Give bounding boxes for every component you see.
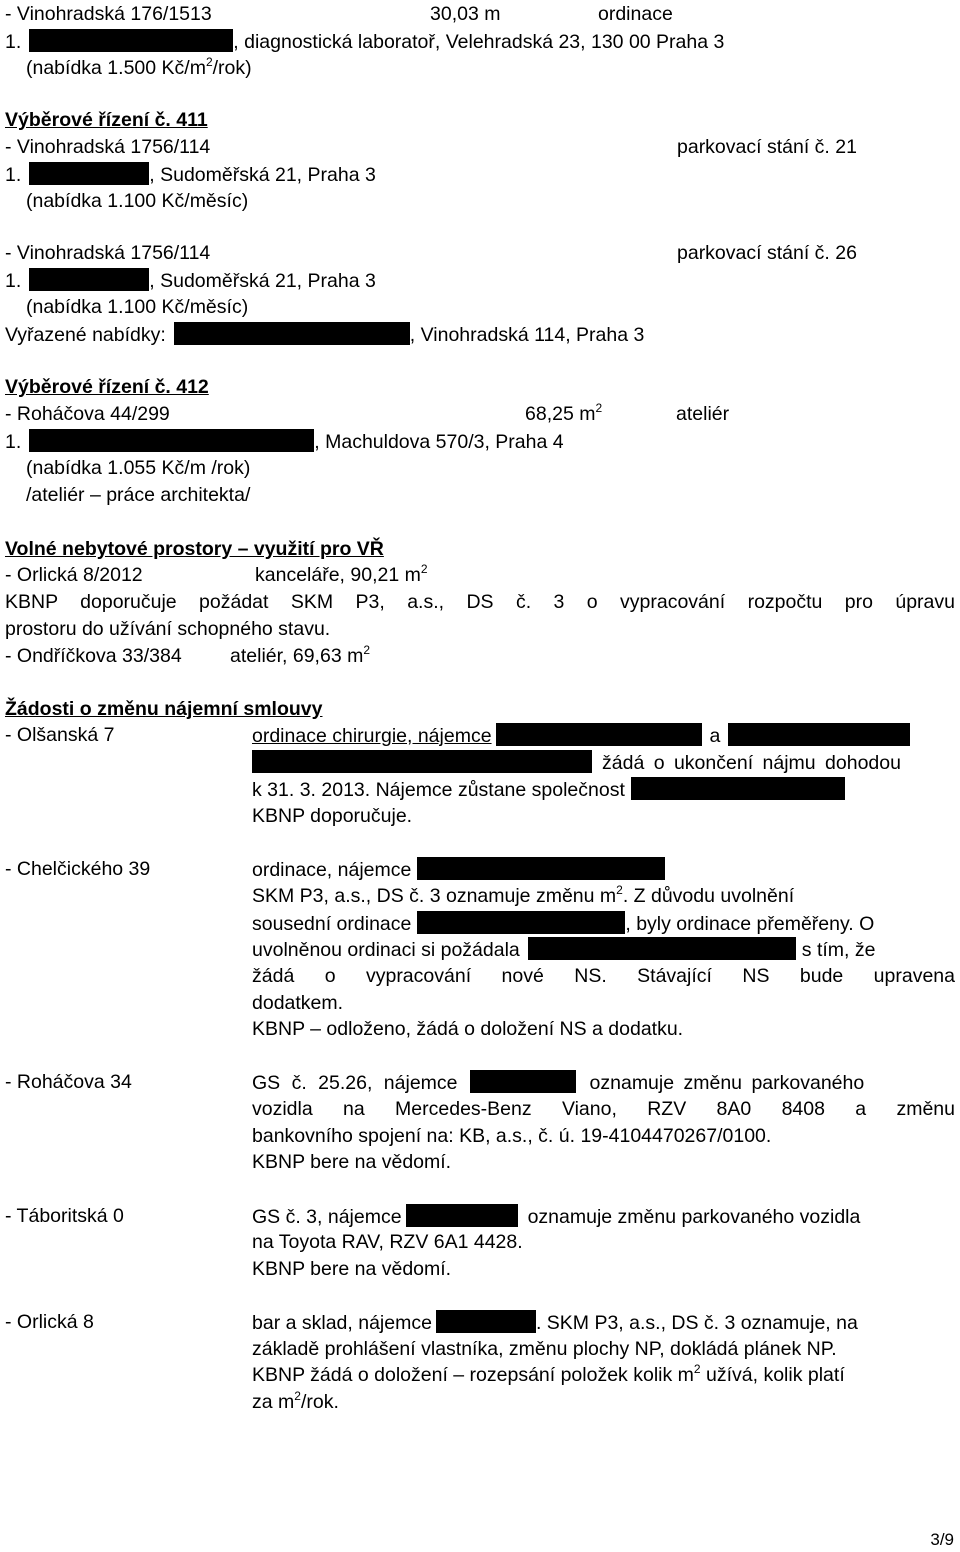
redaction-box xyxy=(436,1310,536,1333)
applicant-line: 1. , Sudoměřská 21, Praha 3 xyxy=(5,164,376,186)
request-text: dodatkem. xyxy=(252,992,344,1014)
redaction-box xyxy=(406,1204,518,1227)
redaction-box xyxy=(252,750,592,773)
request-text: bar a sklad, nájemce . SKM P3, a.s., DS č. 3 oznamuje, na xyxy=(252,1312,858,1334)
request-text: žádá o vypracování nové NS. Stávající NS bude upravena xyxy=(252,965,955,987)
request-text: uvolněnou ordinaci si požádala s tím, že xyxy=(252,939,876,961)
redaction-box xyxy=(528,937,796,960)
request-text: KBNP doporučuje. xyxy=(252,805,413,827)
section-title-vr412: Výběrové řízení č. 412 xyxy=(5,376,209,398)
listing-area: 68,25 $m^2$ xyxy=(525,401,603,425)
kbnp-recommendation: KBNP doporučuje požádat SKM P3, a.s., DS č. 3 o vypracování rozpočtu pro úpravu xyxy=(5,591,955,613)
page-number: 3/9 xyxy=(930,1530,954,1549)
request-text: ordinace chirurgie, nájemce a xyxy=(252,723,910,748)
listing-use: ateliér xyxy=(676,403,730,425)
listing-desc: ateliér, 69,63 $m^2$ xyxy=(230,643,371,667)
request-text: bankovního spojení na: KB, a.s., č. ú. 19-4104470267/0100. xyxy=(252,1125,772,1147)
redaction-box xyxy=(29,29,233,52)
redaction-box xyxy=(496,723,702,746)
request-text: SKM P3, a.s., DS č. 3 oznamuje změnu $m^2$. Z důvodu uvolnění xyxy=(252,883,795,907)
request-text: KBNP bere na vědomí. xyxy=(252,1258,452,1280)
request-text: KBNP – odloženo, žádá o doložení NS a dodatku. xyxy=(252,1018,684,1040)
request-text: základě prohlášení vlastníka, změnu plochy NP, dokládá plánek NP. xyxy=(252,1338,837,1360)
request-text: sousední ordinace , byly ordinace přeměřeny. O xyxy=(252,913,875,935)
section-title-zadosti: Žádosti o změnu nájemní smlouvy xyxy=(5,698,323,720)
redaction-box xyxy=(29,162,149,185)
request-text: za $m^2$/rok. xyxy=(252,1389,339,1413)
section-title-volne: Volné nebytové prostory – využití pro VŘ xyxy=(5,538,384,560)
section-title-vr411: Výběrové řízení č. 411 xyxy=(5,109,208,131)
request-address: - Roháčova 34 xyxy=(5,1071,132,1093)
request-text: KBNP bere na vědomí. xyxy=(252,1151,452,1173)
applicant-line: 1. , Sudoměřská 21, Praha 3 xyxy=(5,270,376,292)
listing-address: - Ondříčkova 33/384 xyxy=(5,645,182,667)
listing-address: - Vinohradská 1756/114 xyxy=(5,136,211,158)
excluded-offers: Vyřazené nabídky: , Vinohradská 114, Praha 3 xyxy=(5,324,645,346)
listing-use: parkovací stání č. 21 xyxy=(677,136,857,158)
request-address: - Chelčického 39 xyxy=(5,858,151,880)
offer-line: (nabídka 1.055 Kč/m /rok) xyxy=(26,457,251,479)
applicant-line: 1. , Machuldova 570/3, Praha 4 xyxy=(5,431,564,453)
listing-desc: kanceláře, 90,21 $m^2$ xyxy=(255,562,428,586)
redaction-box xyxy=(631,777,845,800)
request-text: na Toyota RAV, RZV 6A1 4428. xyxy=(252,1231,523,1253)
redaction-box xyxy=(417,911,625,934)
request-address: - Olšanská 7 xyxy=(5,724,115,746)
request-text: vozidla na Mercedes-Benz Viano, RZV 8A0 8408 a změnu xyxy=(252,1098,955,1120)
offer-line: (nabídka 1.500 $Kč/m^2/rok$) xyxy=(26,55,252,79)
request-address: - Táboritská 0 xyxy=(5,1205,124,1227)
listing-address: - Roháčova 44/299 xyxy=(5,403,170,425)
redaction-box xyxy=(470,1070,576,1093)
listing-area: 30,03 m xyxy=(430,3,501,25)
request-text: k 31. 3. 2013. Nájemce zůstane společnost xyxy=(252,777,845,802)
redaction-box xyxy=(174,322,410,345)
listing-address: - Orlická 8/2012 xyxy=(5,564,143,586)
request-text: KBNP žádá o doložení – rozepsání položek kolik $m^2$ užívá, kolik platí xyxy=(252,1362,845,1386)
request-text: GS č. 3, nájemce oznamuje změnu parkovaného vozidla xyxy=(252,1206,861,1228)
listing-note: /ateliér – práce architekta/ xyxy=(26,484,251,506)
kbnp-recommendation-cont: prostoru do užívání schopného stavu. xyxy=(5,618,331,640)
listing-use: parkovací stání č. 26 xyxy=(677,242,857,264)
redaction-box xyxy=(29,429,314,452)
listing-address: - Vinohradská 1756/114 xyxy=(5,242,211,264)
redaction-box xyxy=(417,857,665,880)
request-address: - Orlická 8 xyxy=(5,1311,94,1333)
applicant-line: 1. , diagnostická laboratoř, Velehradská 23, 130 00 Praha 3 xyxy=(5,31,725,53)
offer-line: (nabídka 1.100 Kč/měsíc) xyxy=(26,190,249,212)
request-text: ordinace, nájemce xyxy=(252,857,665,882)
offer-line: (nabídka 1.100 Kč/měsíc) xyxy=(26,296,249,318)
redaction-box xyxy=(29,268,149,291)
request-text: GS č. 25.26, nájemce oznamuje změnu parkovaného xyxy=(252,1072,865,1094)
request-text: žádá o ukončení nájmu dohodou xyxy=(252,750,901,775)
redaction-box xyxy=(728,723,910,746)
listing-address: - Vinohradská 176/1513 xyxy=(5,3,212,25)
listing-use: ordinace xyxy=(598,3,673,25)
